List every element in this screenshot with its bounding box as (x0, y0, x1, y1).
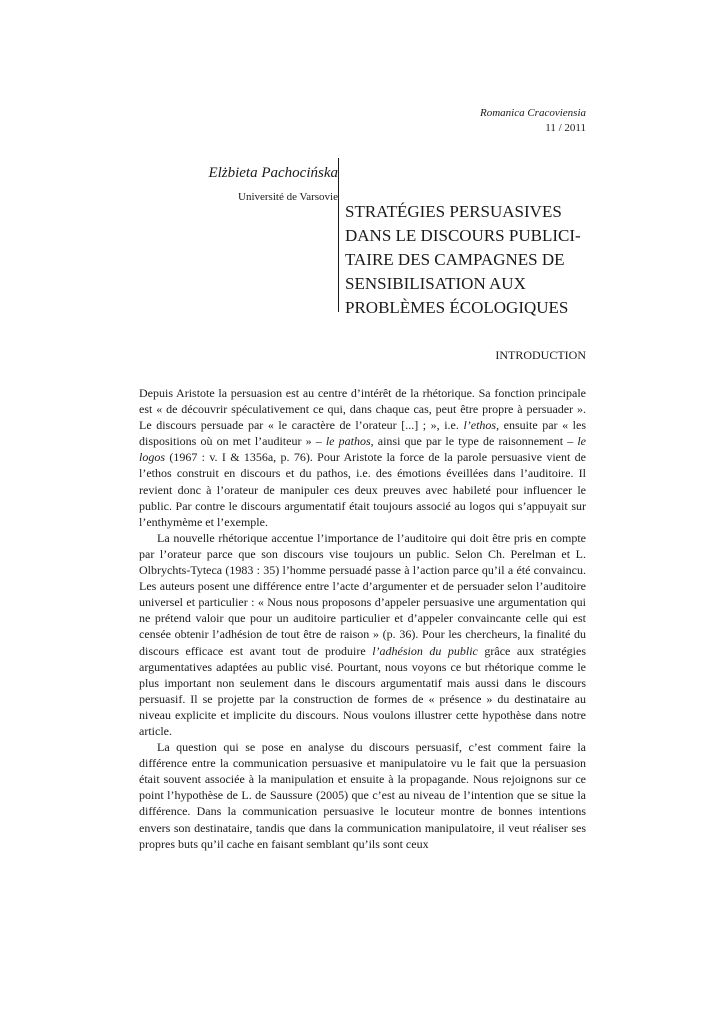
title-line: STRATÉGIES PERSUASIVES (345, 202, 562, 221)
p1-text-a: Depuis Aristote la persuasion est au centre d’intérêt de la rhétorique. Sa fonction principale est « de découvrir spéculativement ce qui, dans chaque cas, peut être propre à persuader ». Le discours persuade par « le caractère de l’orateur [...] ; », i.e. (139, 386, 586, 433)
paragraph-1 (139, 385, 586, 530)
author-name: Elżbieta Pachocińska (208, 165, 338, 181)
p1-term-ethos: l’ethos (463, 418, 497, 433)
journal-issue: 11 / 2011 (545, 122, 586, 134)
p2-term-adhesion: l’adhésion du public (372, 643, 478, 658)
title-line: DANS LE DISCOURS PUBLICI- (345, 226, 581, 245)
p1-text-e: , ainsi que par le type de raisonnement – (370, 434, 578, 449)
article-title (345, 200, 605, 320)
paragraph-3: La question qui se pose en analyse du discours persuasif, c’est comment faire la différence entre la communication persuasive et manipulatoire vu le fait que la persuasion était souvent associée à la manipulation et ensuite à la propagande. Nous rejoignons sur ce point l’hypothèse de L. de Saussure (2005) que c’est au niveau de l’intention que se situe la différence. Dans la communication persuasive le locuteur montre de bonnes intentions envers son destinataire, tandis que dans la communication manipulatoire, il veut réaliser ses propres buts qu’il cache en faisant semblant qu’ils sont ceux (139, 740, 586, 851)
p1-term-logos: le logos (139, 434, 587, 465)
title-divider (338, 158, 339, 312)
journal-name: Romanica Cracoviensia (479, 107, 586, 119)
p1-text-g: (1967 : v. I & 1356a, p. 76). Pour Aristote la force de la parole persuasive vient de l’ethos construit en discours et du pathos, i.e. des émotions éveillées dans l’auditoire. Il revient donc à l’orateur de manipuler ces deux preuves avec habileté pour influencer le public. Par contre le discours argumentatif était toujours associé au logos qui s’appuyait sur l’enthymème et l’exemple. (139, 450, 586, 529)
p1-term-pathos: le pathos (325, 434, 371, 449)
journal-header (480, 106, 586, 136)
article-body (139, 385, 586, 852)
author-affiliation: Université de Varsovie (238, 191, 338, 203)
paragraph-2 (139, 530, 586, 739)
title-line: SENSIBILISATION AUX (345, 274, 526, 293)
author-block (208, 163, 338, 205)
section-heading: INTRODUCTION (495, 348, 586, 362)
p2-text-a: La nouvelle rhétorique accentue l’importance de l’auditoire qui doit être pris en compte par l’orateur parce que son discours vise toujours un public. Selon Ch. Perelman et L. Olbrychts-Tyteca (1983 : 35) l’homme persuadé passe à l’action parce qu’il a été convaincu. Les auteurs posent une différence entre l’acte d’argumenter et de persuader selon l’auditoire universel et particulier : « Nous nous proposons d’appeler persuasive une argumentation qui ne prétend valoir que pour un auditoire particulier et d’appeler convaincante celle qui est censée obtenir l’adhésion de tout être de raison » (p. 36). Pour les chercheurs, la finalité du discours efficace est avant tout de produire (139, 530, 586, 658)
p1-text-c: , ensuite par « les dispositions où on met l’auditeur » – (139, 418, 586, 449)
title-line: TAIRE DES CAMPAGNES DE (345, 250, 565, 269)
title-line: PROBLÈMES ÉCOLOGIQUES (345, 298, 569, 317)
p2-text-c: grâce aux stratégies argumentatives adaptées au public visé. Pourtant, nous voyons ce but rhétorique comme le plus important non seulement dans le discours argumentatif mais aussi dans le discours persuasif. Il se projette par la construction de formes de « présence » du destinataire au niveau explicite et implicite du discours. Nous voulons illustrer cette hypothèse dans notre article. (139, 643, 587, 738)
